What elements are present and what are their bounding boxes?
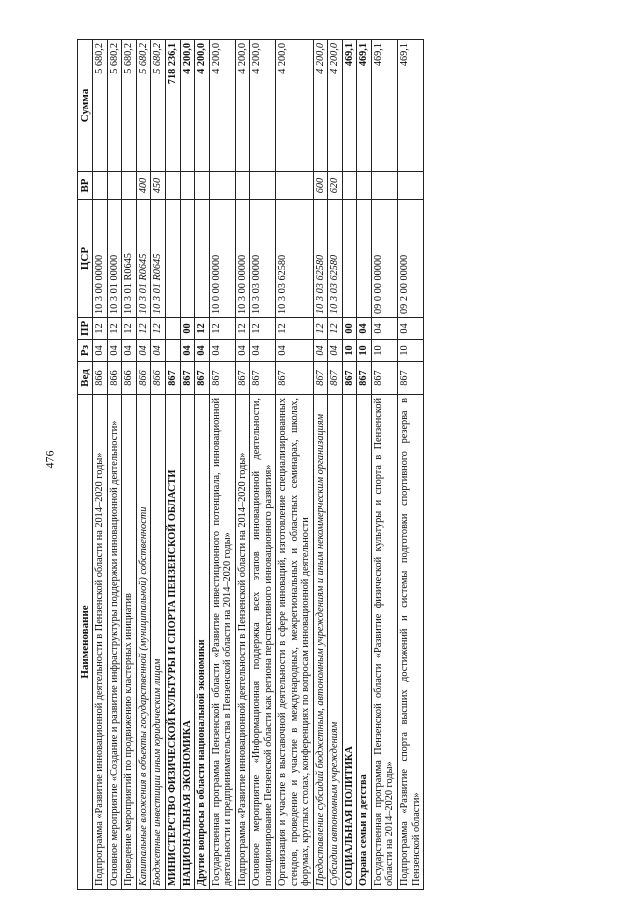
- row-pr: 12: [195, 318, 210, 340]
- row-vr: [357, 172, 372, 200]
- header-csr: ЦСР: [78, 200, 93, 318]
- budget-table: [77, 39, 424, 890]
- header-vr: ВР: [78, 172, 93, 200]
- table-row: [276, 40, 314, 890]
- row-ved: 867: [357, 362, 372, 395]
- row-rz: 04: [107, 340, 122, 362]
- row-name: СОЦИАЛЬНАЯ ПОЛИТИКА: [342, 395, 357, 890]
- row-sum: 5 680,2: [122, 40, 137, 172]
- row-csr: [180, 200, 195, 318]
- row-rz: 04: [276, 340, 314, 362]
- table-row: [93, 40, 108, 890]
- row-name: Предоставление субсидий бюджетным, автономным учреждениям и иным некоммерческим организациям: [313, 395, 328, 890]
- row-csr: 09 0 00 00000: [371, 200, 397, 318]
- row-rz: 04: [209, 340, 235, 362]
- row-name: Субсидии автономным учреждениям: [328, 395, 343, 890]
- row-name: Капитальные вложения в объекты государственной (муниципальной) собственности: [136, 395, 151, 890]
- row-csr: 10 3 03 62580: [328, 200, 343, 318]
- row-pr: 12: [250, 318, 276, 340]
- row-pr: 12: [151, 318, 166, 340]
- row-csr: [342, 200, 357, 318]
- row-ved: 866: [151, 362, 166, 395]
- row-rz: 04: [195, 340, 210, 362]
- row-rz: 10: [398, 340, 424, 362]
- table-row: [107, 40, 122, 890]
- row-name: МИНИСТЕРСТВО ФИЗИЧЕСКОЙ КУЛЬТУРЫ И СПОРТА ПЕНЗЕНСКОЙ ОБЛАСТИ: [165, 395, 180, 890]
- row-vr: 600: [313, 172, 328, 200]
- row-csr: 10 3 01 R0645: [136, 200, 151, 318]
- table-row: [313, 40, 328, 890]
- row-pr: 12: [93, 318, 108, 340]
- row-csr: [357, 200, 372, 318]
- header-name: Наименование: [78, 395, 93, 890]
- row-rz: 04: [250, 340, 276, 362]
- row-pr: 12: [313, 318, 328, 340]
- row-sum: 5 680,2: [107, 40, 122, 172]
- row-csr: 10 3 03 62580: [313, 200, 328, 318]
- row-ved: 866: [122, 362, 137, 395]
- row-sum: 5 680,2: [93, 40, 108, 172]
- row-pr: 04: [398, 318, 424, 340]
- row-vr: [276, 172, 314, 200]
- row-vr: [195, 172, 210, 200]
- row-csr: [195, 200, 210, 318]
- row-vr: [235, 172, 250, 200]
- row-ved: 867: [371, 362, 397, 395]
- table-row: [328, 40, 343, 890]
- row-sum: 4 200,0: [250, 40, 276, 172]
- row-sum: 469,1: [398, 40, 424, 172]
- row-pr: 12: [136, 318, 151, 340]
- row-vr: [398, 172, 424, 200]
- row-sum: 4 200,0: [235, 40, 250, 172]
- row-pr: 04: [357, 318, 372, 340]
- row-rz: 04: [136, 340, 151, 362]
- row-vr: [165, 172, 180, 200]
- table-row: [195, 40, 210, 890]
- row-csr: 10 3 03 00000: [250, 200, 276, 318]
- row-ved: 867: [195, 362, 210, 395]
- table-row: [209, 40, 235, 890]
- row-ved: 866: [136, 362, 151, 395]
- row-pr: 12: [122, 318, 137, 340]
- table-row: [235, 40, 250, 890]
- row-pr: 12: [328, 318, 343, 340]
- row-csr: 09 2 00 00000: [398, 200, 424, 318]
- row-csr: [165, 200, 180, 318]
- row-sum: 469,1: [357, 40, 372, 172]
- row-ved: 867: [165, 362, 180, 395]
- row-csr: 10 3 00 00000: [93, 200, 108, 318]
- row-sum: 4 200,0: [276, 40, 314, 172]
- row-sum: 4 200,0: [195, 40, 210, 172]
- row-vr: 450: [151, 172, 166, 200]
- table-row: [151, 40, 166, 890]
- row-pr: 04: [371, 318, 397, 340]
- row-name: Бюджетные инвестиции иным юридическим лицам: [151, 395, 166, 890]
- row-sum: 4 200,0: [313, 40, 328, 172]
- table-header-row: [78, 40, 93, 890]
- table-row: [250, 40, 276, 890]
- row-vr: [342, 172, 357, 200]
- row-rz: [165, 340, 180, 362]
- table-row: [122, 40, 137, 890]
- row-sum: 4 200,0: [328, 40, 343, 172]
- row-pr: [165, 318, 180, 340]
- row-vr: [250, 172, 276, 200]
- row-vr: [209, 172, 235, 200]
- row-name: Другие вопросы в области национальной экономики: [195, 395, 210, 890]
- row-ved: 867: [250, 362, 276, 395]
- row-csr: 10 3 01 R0645: [151, 200, 166, 318]
- row-pr: 12: [235, 318, 250, 340]
- table-row: [136, 40, 151, 890]
- row-ved: 867: [180, 362, 195, 395]
- table-row: [180, 40, 195, 890]
- row-ved: 867: [328, 362, 343, 395]
- row-rz: 04: [93, 340, 108, 362]
- row-rz: 04: [313, 340, 328, 362]
- budget-table-wrapper: [77, 40, 577, 890]
- row-pr: 12: [276, 318, 314, 340]
- row-name: Подпрограмма «Развитие инновационной деятельности в Пензенской области на 2014–2020 годы»: [93, 395, 108, 890]
- row-ved: 866: [107, 362, 122, 395]
- row-rz: 04: [122, 340, 137, 362]
- header-rz: Рз: [78, 340, 93, 362]
- row-ved: 867: [398, 362, 424, 395]
- row-name: Государственная программа Пензенской области «Развитие инвестиционного потенциала, инновационной деятельности и предпринимательства в Пензенской области на 2014–2020 годы»: [209, 395, 235, 890]
- row-pr: 00: [342, 318, 357, 340]
- row-ved: 867: [313, 362, 328, 395]
- header-sum: Сумма: [78, 40, 93, 172]
- header-pr: ПР: [78, 318, 93, 340]
- row-ved: 867: [276, 362, 314, 395]
- table-row: [165, 40, 180, 890]
- row-pr: 00: [180, 318, 195, 340]
- row-ved: 867: [235, 362, 250, 395]
- row-rz: 04: [180, 340, 195, 362]
- row-sum: 5 680,2: [136, 40, 151, 172]
- row-ved: 867: [209, 362, 235, 395]
- row-rz: 04: [328, 340, 343, 362]
- row-ved: 867: [342, 362, 357, 395]
- row-name: Охрана семьи и детства: [357, 395, 372, 890]
- page-number: 476: [42, 450, 57, 469]
- row-vr: [180, 172, 195, 200]
- row-pr: 12: [209, 318, 235, 340]
- row-vr: [371, 172, 397, 200]
- row-rz: 04: [151, 340, 166, 362]
- row-csr: 10 3 01 R0645: [122, 200, 137, 318]
- row-name: Основное мероприятие «Информационная поддержка всех этапов инновационной деятельности, позиционирование Пензенской области как региона перспективного инновационного развития»: [250, 395, 276, 890]
- row-sum: 4 200,0: [180, 40, 195, 172]
- row-name: НАЦИОНАЛЬНАЯ ЭКОНОМИКА: [180, 395, 195, 890]
- row-csr: 10 3 01 00000: [107, 200, 122, 318]
- row-name: Проведение мероприятий по продвижению кластерных инициатив: [122, 395, 137, 890]
- row-name: Государственная программа Пензенской области «Развитие физической культуры и спорта в Пензенской области на 2014–2020 годы»: [371, 395, 397, 890]
- row-csr: 10 3 00 00000: [235, 200, 250, 318]
- row-vr: 620: [328, 172, 343, 200]
- table-row: [398, 40, 424, 890]
- row-rz: 10: [342, 340, 357, 362]
- row-rz: 10: [371, 340, 397, 362]
- header-ved: Вед: [78, 362, 93, 395]
- row-sum: 5 680,2: [151, 40, 166, 172]
- row-sum: 469,1: [342, 40, 357, 172]
- row-csr: 10 0 00 00000: [209, 200, 235, 318]
- row-vr: [93, 172, 108, 200]
- row-sum: 718 236,1: [165, 40, 180, 172]
- row-vr: [107, 172, 122, 200]
- row-sum: 469,1: [371, 40, 397, 172]
- row-name: Подпрограмма «Развитие спорта высших достижений и системы подготовки спортивного резерва в Пензенской области»: [398, 395, 424, 890]
- row-name: Основное мероприятие «Создание и развитие инфраструктуры поддержки инновационной деятельности»: [107, 395, 122, 890]
- row-name: Подпрограмма «Развитие инновационной деятельности в Пензенской области на 2014–2020 годы»: [235, 395, 250, 890]
- table-row: [342, 40, 357, 890]
- row-sum: 4 200,0: [209, 40, 235, 172]
- row-vr: 400: [136, 172, 151, 200]
- table-row: [357, 40, 372, 890]
- row-pr: 12: [107, 318, 122, 340]
- row-ved: 866: [93, 362, 108, 395]
- row-vr: [122, 172, 137, 200]
- row-rz: 04: [235, 340, 250, 362]
- table-row: [371, 40, 397, 890]
- row-csr: 10 3 03 62580: [276, 200, 314, 318]
- row-rz: 10: [357, 340, 372, 362]
- row-name: Организация и участие в выставочной деятельности в сфере инноваций, изготовление специализированных стендов, проведение и участие в международных, межрегиональных и областных семинарах, школах, форумах, круглых столах, конференциях по вопросам инновационной деятельности: [276, 395, 314, 890]
